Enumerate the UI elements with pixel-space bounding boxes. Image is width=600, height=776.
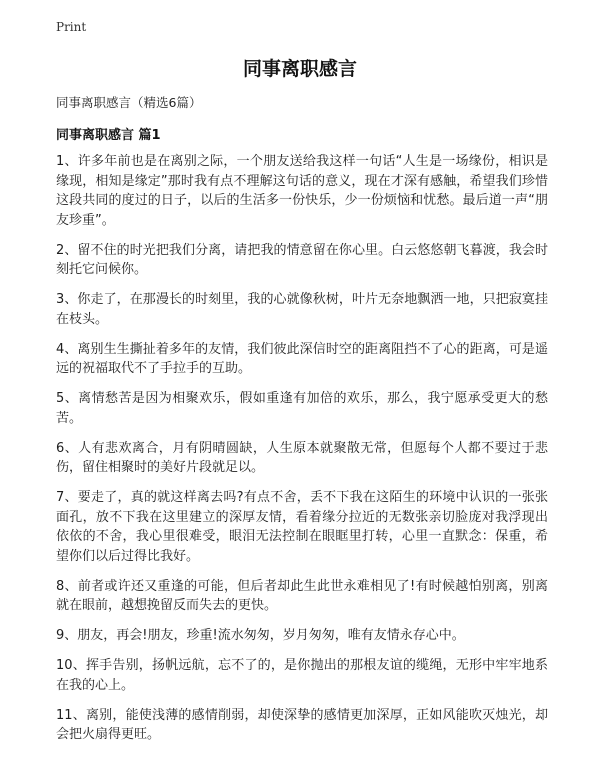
article-body xyxy=(56,152,548,755)
paragraph-2: 2、留不住的时光把我们分离，请把我的情意留在你心里。白云悠悠朝飞暮渡，我会时刻托它问候你。 xyxy=(56,242,548,277)
paragraph-1: 1、许多年前也是在离别之际，一个朋友送给我这样一句话“人生是一场缘份，相识是缘现，相知是缘定”那时我有点不理解这句话的意义，现在才深有感触，希望我们珍惜这段共同的度过的日子，以后的生活多一份快乐，少一份烦恼和忧愁。最后道一声“朋友珍重”。 xyxy=(56,154,548,228)
paragraph-9: 9、朋友，再会!朋友，珍重!流水匆匆，岁月匆匆，唯有友情永存心中。 xyxy=(56,628,465,643)
paragraph-8: 8、前者或许还又重逢的可能，但后者却此生此世永难相见了!有时候越怕别离，别离就在眼前，越想挽留反而失去的更快。 xyxy=(56,578,548,613)
paragraph-5: 5、离情愁苦是因为相聚欢乐，假如重逢有加倍的欢乐，那么，我宁愿承受更大的愁苦。 xyxy=(56,391,548,426)
paragraph-7: 7、要走了，真的就这样离去吗?有点不舍，丢不下我在这陌生的环境中认识的一张张面孔，放不下我在这里建立的深厚友情，看着缘分拉近的无数张亲切脸庞对我浮现出依依的不舍，我心里很难受，眼泪无法控制在眼眶里打转，心里一直默念：保重，希望你们以后过得比我好。 xyxy=(56,490,548,564)
paragraph-6: 6、人有悲欢离合，月有阴晴圆缺，人生原本就聚散无常，但愿每个人都不要过于悲伤，留住相聚时的美好片段就足以。 xyxy=(56,440,548,475)
paragraph-3: 3、你走了，在那漫长的时刻里，我的心就像秋树，叶片无奈地飘洒一地，只把寂寞挂在枝头。 xyxy=(56,292,548,327)
page-title: 同事离职感言 xyxy=(242,58,357,80)
paragraph-11: 11、离别，能使浅薄的感情削弱，却使深挚的感情更加深厚，正如风能吹灭烛光，却会把火扇得更旺。 xyxy=(56,707,548,742)
document-subtitle: 同事离职感言（精选6篇） xyxy=(56,95,202,110)
paragraph-10: 10、挥手告别，扬帆远航，忘不了的，是你抛出的那根友谊的缆绳，无形中牢牢地系在我的心上。 xyxy=(56,658,548,693)
print-link[interactable]: Print xyxy=(56,20,87,34)
section-heading: 同事离职感言 篇1 xyxy=(56,128,161,143)
paragraph-4: 4、离别生生撕扯着多年的友情，我们彼此深信时空的距离阻挡不了心的距离，可是遥远的祝福取代不了手拉手的互助。 xyxy=(56,341,548,376)
